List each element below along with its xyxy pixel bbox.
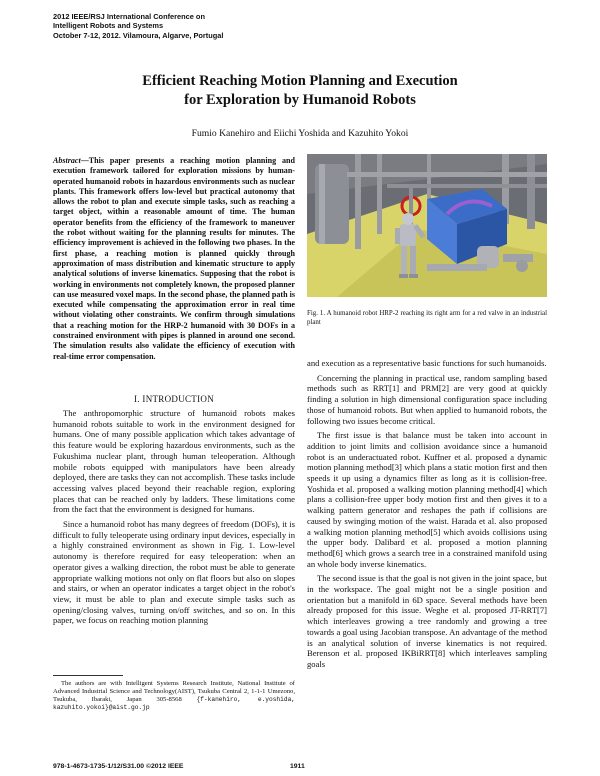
intro-paragraph-2: Since a humanoid robot has many degrees of freedom (DOFs), it is difficult to fully teleoperate using ordinary input devices, especially in a highly constrained environment as shown in Fig. 1. Low-level autonomy is therefore required for easy teleoperation: when an operator gives a walking direction, the robot must be able to generate appropriate walking motions not only on flat floors but also on slopes and stairs, or when an operator indicates a target object in the robot's view, it must be able to plan and execute simple tasks such as opening/closing valves, turning on/off switches, and so on. In this paper, we focus on reaching motion planning [53, 519, 295, 626]
footnote-emails: {f-kanehiro, e.yoshida, kazuhito.yokoi}@aist.go.jp [53, 696, 295, 712]
conference-header-line2: Intelligent Robots and Systems [53, 21, 164, 31]
conference-header [53, 12, 223, 40]
right-paragraph-2: The first issue is that balance must be taken into account in addition to joint limits and collision avoidance since a humanoid robot is an underactuated robot. Kuffner et al. proposed a dynamic motion planning method[3] which plans a static motion first and then speeds it up using a dynamics filter as long as it is collision-free. Yoshida et al. proposed a walking motion planning method[4] which plans a collision-free upper body motion first and then gives it to a walking pattern generator and reshapes the path if collisions are caused by swinging motion of the waist. Harada et al. also proposed a walking motion planning method[5] which avoids collisions using the upper body. Dalibard et al. proposed a motion planning method[6] which grows a search tree in a constrained manifold using an whole body inverse kinematics. [307, 430, 547, 569]
section-heading-introduction: I. INTRODUCTION [134, 394, 214, 404]
paper-title-line2: for Exploration by Humanoid Robots [184, 92, 416, 108]
left-column-body [53, 408, 295, 630]
conference-header-line3: October 7-12, 2012. Vilamoura, Algarve, Portugal [53, 30, 224, 40]
figure-1-caption: Fig. 1. A humanoid robot HRP-2 reaching its right arm for a red valve in an industrial plant [307, 310, 547, 326]
isbn-copyright: 978-1-4673-1735-1/12/S31.00 ©2012 IEEE [53, 763, 184, 770]
footnote [53, 680, 295, 712]
author-list: Fumio Kanehiro and Eiichi Yoshida and Kazuhito Yokoi [191, 128, 409, 139]
page-number: 1911 [290, 763, 305, 770]
right-paragraph-3: The second issue is that the goal is not given in the joint space, but in the workspace. The goal might not be a single position and orientation but a manifold in 6D space. Several methods have been already proposed for this issue. Weghe et al. proposed JT-RRT[7] which interleaves growing a tree randomly and growing a tree towards a goal using Jacobian transpose. An advantage of the method is an analytical solution of inverse kinematics is not required. Berenson et al. proposed IKBiRRT[8] which interleaves sampling goals [307, 573, 547, 669]
footnote-divider [53, 675, 123, 676]
paper-title [40, 72, 560, 110]
abstract [53, 156, 295, 362]
conference-header-line1: 2012 IEEE/RSJ International Conference on [53, 12, 205, 21]
right-column-body [307, 358, 547, 674]
footnote-text: The authors are with Intelligent Systems Research Institute, National Institute of Advanced Industrial Science and Technology(AIST), Tsukuba Central 2, 1-1-1 Umezono, Tsukuba, Ibaraki, Japan 305-8568 [53, 680, 295, 704]
intro-paragraph-1: The anthropomorphic structure of humanoid robots makes humanoid robots suitable to work in the environment designed for humans. One of many possible application which takes advantage of this feature would be exploring hazardous environments, such as the Fukushima nuclear plant, through human teleoperation. Although mobile robots equipped with manipulators have been already deployed, there are tasks they can not accomplish. These tasks include accessing valves placed beyond their reachable region, exploring places that can be reached only by ladders. These limitations come from the fact that the environment is designed for humans. [53, 408, 295, 515]
paper-title-line1: Efficient Reaching Motion Planning and Execution [142, 73, 458, 89]
figure-1-image [307, 154, 547, 297]
right-paragraph-0: and execution as a representative basic functions for such humanoids. [307, 358, 547, 368]
right-paragraph-1: Concerning the planning in practical use, random sampling based methods such as RRT[1] and PRM[2] are very good at quickly finding a solution in high dimensional configuration space including those of humanoid robots. But when applied to humanoid robots, the following two issues become critical. [307, 372, 547, 426]
abstract-body: —This paper presents a reaching motion planning and execution framework tailored for exploration missions by human-operated humanoid robots in hazardous environments such as nuclear plants. This framework offers low-level but practical autonomy that allows the robot to plan and execute simple tasks, such as reaching a target object, within a reasonable amount of time. The human operator benefits from the efficiency of the framework to maneuver the robot without waiting for the planning results for minutes. The efficiency improvement is achieved in the following two phases. In the first phase, a reaching motion is planned quickly through approximation of mass distribution and kinematic structure to apply analytical solutions of inverse kinematics. Supposing that the robot is working in environments not completely known, the proposed planner can use measured voxel maps. In the second phase, the planned path is executed while compensating the approximation error in real time without violating other constraints. We confirm through simulations that a reaching motion for the HRP-2 humanoid with 30 DOFs in a constrained environment with pipes is planned in around one second. The simulation results also validate the efficiency of execution with real-time error compensation. [53, 156, 295, 361]
industrial-plant-render [307, 154, 547, 297]
abstract-lead: Abstract [53, 156, 81, 165]
